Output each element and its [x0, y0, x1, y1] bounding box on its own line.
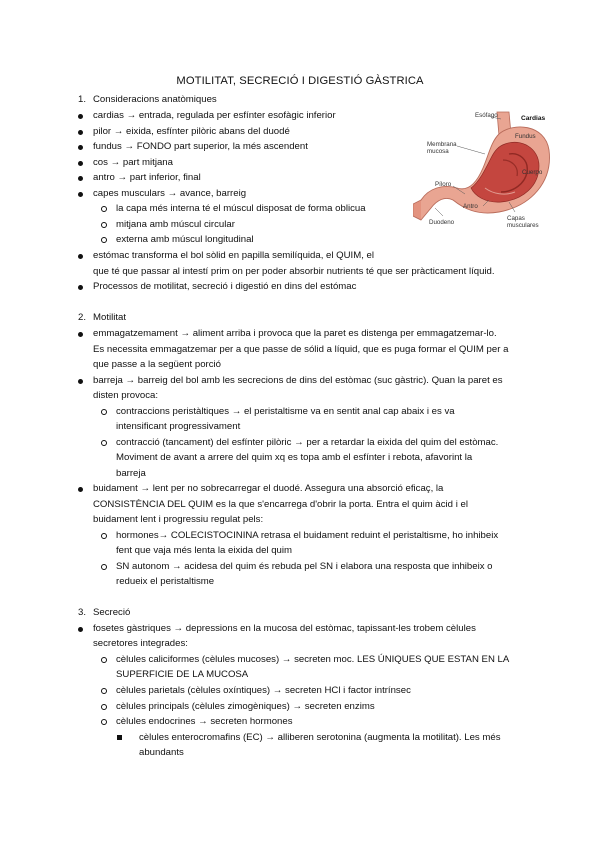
sub-list-item: externa amb múscul longitudinal — [116, 234, 254, 245]
bullet-icon — [78, 114, 83, 119]
bullet-icon — [78, 285, 83, 290]
bullet-icon — [78, 332, 83, 337]
page-title: MOTILITAT, SECRECIÓ I DIGESTIÓ GÀSTRICA — [176, 75, 424, 87]
section-2-number: 2. — [78, 312, 87, 323]
list-item: estómac transforma el bol sòlid en papilla semilíquida, el QUIM, el — [93, 250, 375, 261]
sub-list-item: cèlules parietals (cèlules oxíntiques) → secreten HCl i factor intrínsec — [116, 685, 411, 696]
list-item-continuation: buidament lent i progressiu regulat pels: — [93, 514, 264, 525]
circle-bullet-icon — [101, 409, 107, 415]
list-item: buidament → lent per no sobrecarregar el duodé. Assegura una absorció eficaç, la — [93, 483, 444, 494]
sub-list-item: contraccions peristàltiques → el peristaltisme va en sentit anal cap abaix i es va — [116, 406, 455, 417]
figure-label-piloro: Píloro — [435, 181, 452, 188]
list-item-continuation: disten provoca: — [93, 390, 159, 401]
list-item: antro → part inferior, final — [93, 172, 201, 183]
section-1-heading: Consideracions anatòmiques — [93, 94, 217, 105]
bullet-icon — [78, 379, 83, 384]
sub-list-item: la capa més interna té el múscul disposat de forma oblicua — [116, 203, 366, 214]
circle-bullet-icon — [101, 237, 107, 243]
list-item: barreja → barreig del bol amb les secrecions de dins del estòmac (suc gàstric). Quan la paret es — [93, 375, 503, 386]
list-item-continuation: que passe a la següent porció — [93, 359, 222, 370]
list-item-continuation: CONSISTÈNCIA DEL QUIM es la que s'encarrega d'obrir la porta. Entra el quim àcid i el — [93, 499, 468, 510]
bullet-icon — [78, 192, 83, 197]
circle-bullet-icon — [101, 533, 107, 539]
circle-bullet-icon — [101, 688, 107, 694]
list-item: pilor → eixida, esfínter pilòric abans del duodé — [93, 126, 290, 137]
figure-label-cuerpo: Cuerpo — [522, 169, 543, 176]
figure-label-esofago: Esófago — [475, 112, 498, 119]
stomach-illustration — [413, 108, 553, 233]
section-2-heading: Motilitat — [93, 312, 127, 323]
sub-list-item: contracció (tancament) del esfínter pilòric → per a retardar la eixida del quim del estòmac. — [116, 437, 499, 448]
figure-label-musculares: musculares — [507, 222, 539, 229]
figure-label-capas: Capas — [507, 215, 525, 222]
sub-list-item-continuation: intensificant progressivament — [116, 421, 241, 432]
sub-sub-list-item: cèlules enterocromafins (EC) → alliberen serotonina (augmenta la motilitat). Les més — [139, 732, 501, 743]
sub-sub-list-item-continuation: abundants — [139, 747, 184, 758]
sub-list-item-continuation: fent que vaja més lenta la eixida del quim — [116, 545, 292, 556]
bullet-icon — [78, 487, 83, 492]
sub-list-item: SN autonom → acidesa del quim és rebuda pel SN i elabora una resposta que inhibeix o — [116, 561, 493, 572]
figure-label-fundus: Fundus — [515, 133, 536, 140]
sub-list-item-continuation: SUPERFICIE DE LA MUCOSA — [116, 669, 249, 680]
list-item: fosetes gàstriques → depressions en la mucosa del estòmac, tapissant-les trobem cèlules — [93, 623, 476, 634]
figure-label-antro: Antro — [463, 203, 478, 210]
square-bullet-icon — [117, 735, 122, 740]
circle-bullet-icon — [101, 222, 107, 228]
list-item: capes musculars → avance, barreig — [93, 188, 247, 199]
list-item-continuation: secretores integrades: — [93, 638, 188, 649]
sub-list-item-continuation: barreja — [116, 468, 146, 479]
bullet-icon — [78, 627, 83, 632]
list-item: cardias → entrada, regulada per esfínter esofàgic inferior — [93, 110, 336, 121]
bullet-icon — [78, 145, 83, 150]
list-item: Processos de motilitat, secreció i digestió en dins del estómac — [93, 281, 357, 292]
sub-list-item-continuation: Moviment de avant a arrere del quim xq es topa amb el esfínter i rebota, afavorint la — [116, 452, 473, 463]
figure-label-mucosa: mucosa — [427, 148, 449, 155]
sub-list-item: cèlules caliciformes (cèlules mucoses) → secreten moc. LES ÚNIQUES QUE ESTAN EN LA — [116, 654, 510, 665]
list-item-continuation: que té que passar al intestí prim on per poder absorbir nutrients té que ser pràcticament líquid. — [93, 266, 495, 277]
circle-bullet-icon — [101, 440, 107, 446]
bullet-icon — [78, 161, 83, 166]
figure-label-duodeno: Duodeno — [429, 219, 455, 226]
section-3-number: 3. — [78, 607, 87, 618]
bullet-icon — [78, 130, 83, 135]
sub-list-item: hormones→ COLECISTOCININA retrasa el buidament reduint el peristaltisme, ho inhibeix — [116, 530, 499, 541]
list-item: cos → part mitjana — [93, 157, 173, 168]
list-item: fundus → FONDO part superior, la més ascendent — [93, 141, 308, 152]
list-item: emmagatzemament → aliment arriba i provoca que la paret es distenga per emmagatzemar-lo. — [93, 328, 497, 339]
circle-bullet-icon — [101, 564, 107, 570]
circle-bullet-icon — [101, 206, 107, 212]
figure-label-cardias: Cardias — [521, 115, 546, 122]
bullet-icon — [78, 176, 83, 181]
sub-list-item: cèlules principals (cèlules zimogèniques) → secreten enzims — [116, 701, 375, 712]
sub-list-item-continuation: redueix el peristaltisme — [116, 576, 215, 587]
bullet-icon — [78, 254, 83, 259]
section-1-number: 1. — [78, 94, 87, 105]
circle-bullet-icon — [101, 704, 107, 710]
sub-list-item: mitjana amb múscul circular — [116, 219, 235, 230]
circle-bullet-icon — [101, 657, 107, 663]
circle-bullet-icon — [101, 719, 107, 725]
list-item-continuation: Es necessita emmagatzemar per a que passe de sólid a líquid, que es puga formar el QUIM per a — [93, 344, 509, 355]
figure-label-membrana: Membrana — [427, 141, 457, 148]
section-3-heading: Secreció — [93, 607, 131, 618]
sub-list-item: cèlules endocrines → secreten hormones — [116, 716, 293, 727]
